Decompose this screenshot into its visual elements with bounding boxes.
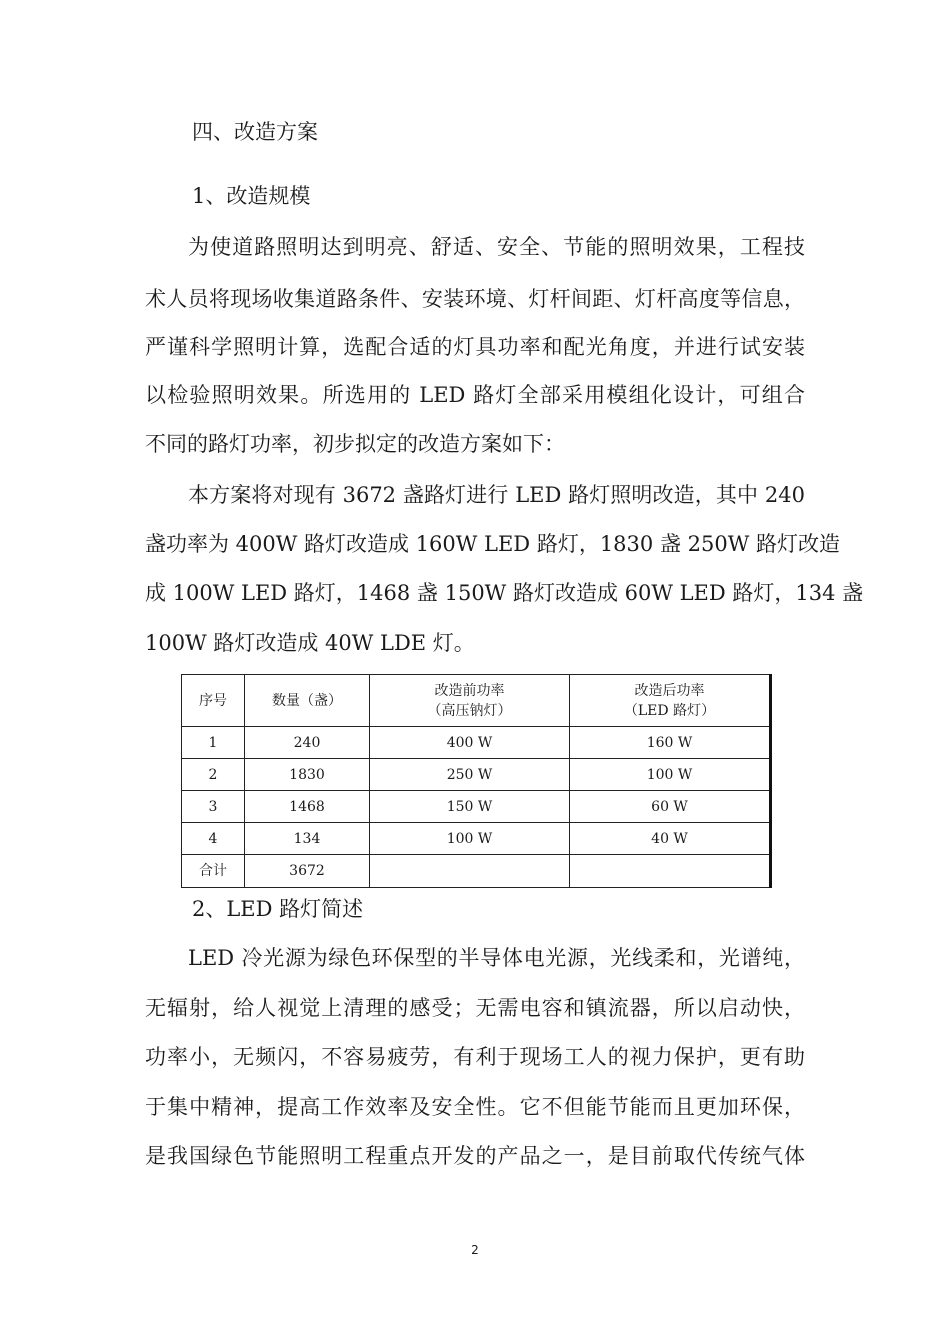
cell-power-after: 160 W [570,727,771,759]
cell-seq: 1 [182,727,245,759]
header-power-before-line2: （高压钠灯） [427,702,512,719]
cell-total-qty: 3672 [245,855,370,888]
paragraph-line: 术人员将现场收集道路条件、安装环境、灯杆间距、灯杆高度等信息， [145,287,805,311]
paragraph-line: 于集中精神，提高工作效率及安全性。它不但能节能而且更加环保， [145,1095,805,1119]
cell-seq: 3 [182,791,245,823]
cell-seq: 4 [182,823,245,855]
header-power-before-line1: 改造前功率 [434,682,505,699]
header-power-after [570,675,771,727]
paragraph-line: 无辐射，给人视觉上清理的感受；无需电容和镇流器，所以启动快， [145,996,805,1020]
cell-power-after: 40 W [570,823,771,855]
header-seq: 序号 [182,675,245,727]
retrofit-table [181,674,772,888]
subsection-title-led: 2、LED 路灯简述 [192,897,364,921]
paragraph-line: 成 100W LED 路灯，1468 盏 150W 路灯改造成 60W LED 路灯，134 盏 [145,581,864,605]
table-row [182,727,771,759]
section-title: 四、改造方案 [192,120,318,144]
table-row-total [182,855,771,888]
cell-power-before: 150 W [370,791,570,823]
table-row [182,823,771,855]
table-row [182,759,771,791]
paragraph-line: 100W 路灯改造成 40W LDE 灯。 [145,631,475,655]
paragraph-line: 盏功率为 400W 路灯改造成 160W LED 路灯，1830 盏 250W 路灯改造 [145,532,840,556]
cell-seq: 2 [182,759,245,791]
cell-power-after: 60 W [570,791,771,823]
header-power-after-line1: 改造后功率 [634,682,705,699]
cell-total-label: 合计 [182,855,245,888]
paragraph-line: 以检验照明效果。所选用的 LED 路灯全部采用模组化设计，可组合 [145,383,805,407]
subsection-title-scale: 1、改造规模 [192,184,311,208]
cell-qty: 240 [245,727,370,759]
paragraph-line: LED 冷光源为绿色环保型的半导体电光源，光线柔和，光谱纯， [188,946,805,970]
header-power-after-line2: （LED 路灯） [623,702,716,719]
page-number: 2 [471,1243,479,1257]
paragraph-line: 本方案将对现有 3672 盏路灯进行 LED 路灯照明改造，其中 240 [188,483,805,507]
paragraph-line: 功率小，无频闪，不容易疲劳，有利于现场工人的视力保护，更有助 [145,1045,805,1069]
cell-power-after: 100 W [570,759,771,791]
paragraph-line: 是我国绿色节能照明工程重点开发的产品之一，是目前取代传统气体 [145,1144,805,1168]
header-power-before [370,675,570,727]
cell-power-before [370,855,570,888]
cell-power-before: 100 W [370,823,570,855]
paragraph-line: 为使道路照明达到明亮、舒适、安全、节能的照明效果，工程技 [188,235,805,259]
cell-power-before: 400 W [370,727,570,759]
header-qty: 数量（盏） [245,675,370,727]
table-row [182,791,771,823]
paragraph-line: 不同的路灯功率，初步拟定的改造方案如下： [145,432,565,456]
cell-qty: 134 [245,823,370,855]
table-header-row [182,675,771,727]
paragraph-line: 严谨科学照明计算，选配合适的灯具功率和配光角度，并进行试安装 [145,335,805,359]
cell-power-before: 250 W [370,759,570,791]
cell-qty: 1468 [245,791,370,823]
cell-power-after [570,855,771,888]
cell-qty: 1830 [245,759,370,791]
